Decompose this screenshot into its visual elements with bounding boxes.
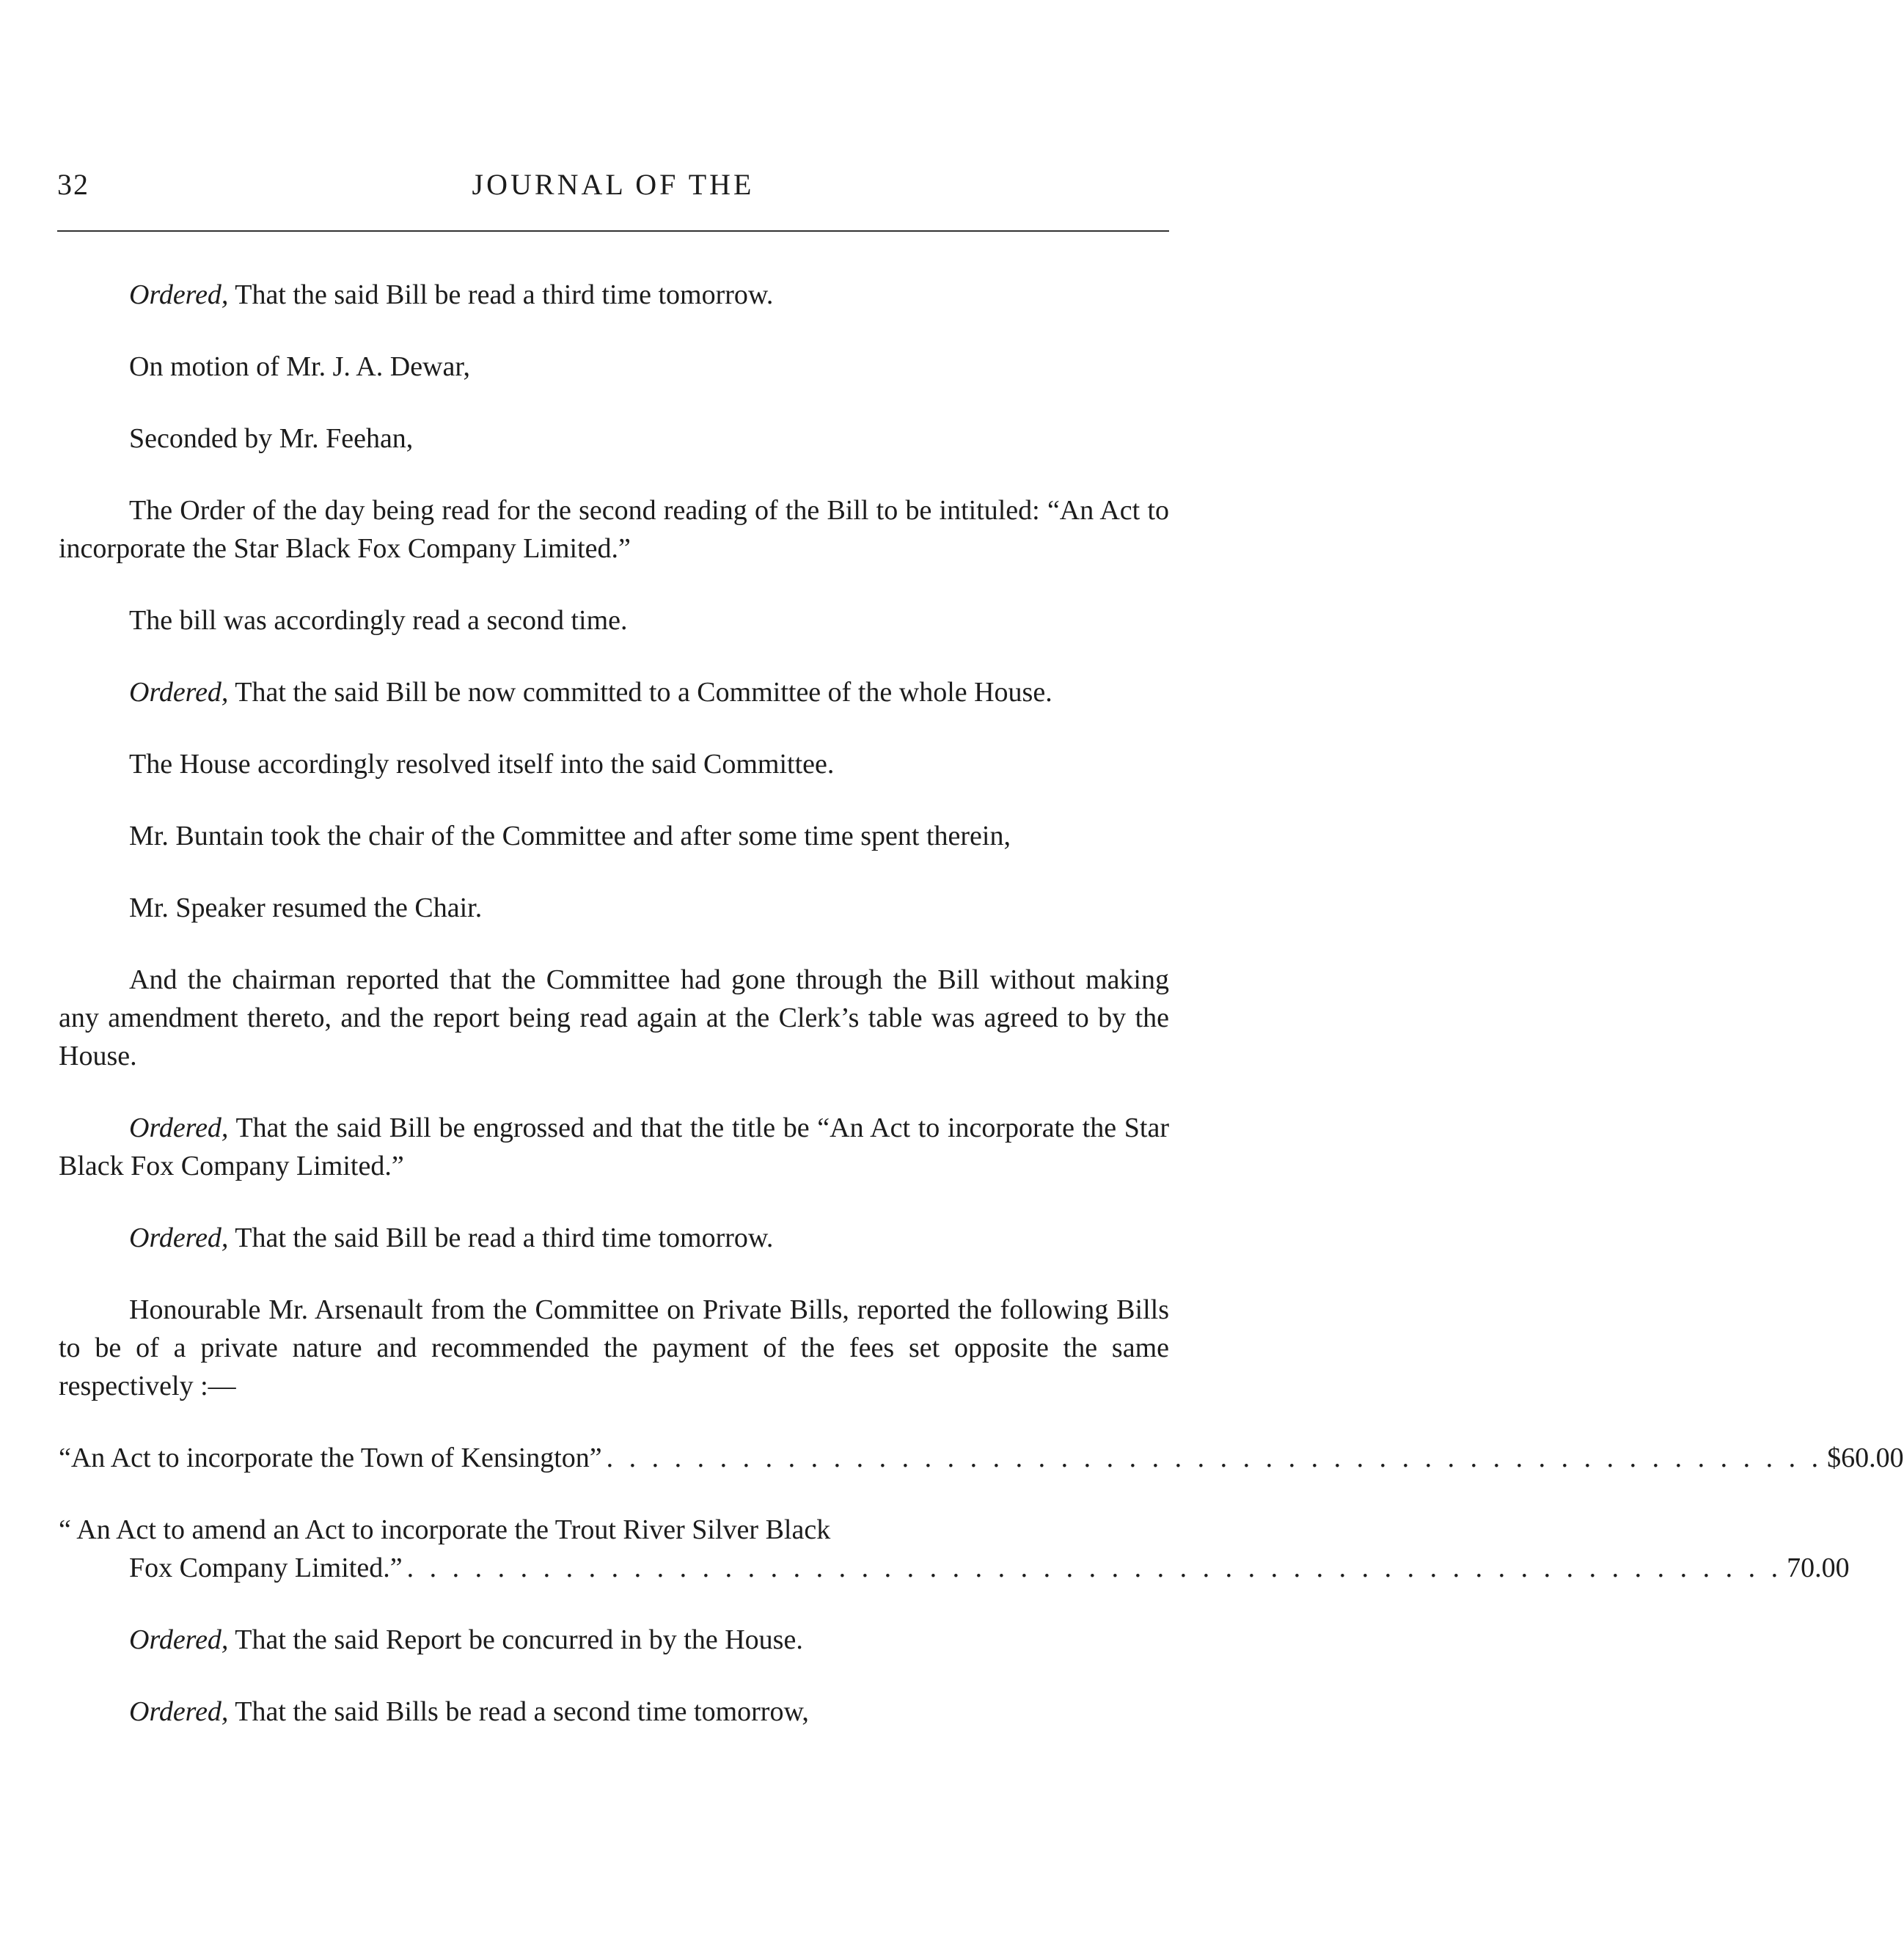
running-title: JOURNAL OF THE: [472, 168, 755, 201]
page-body: [59, 276, 1904, 1731]
fee-amount: $60.00: [1827, 1443, 1904, 1473]
paragraph: [59, 601, 1169, 639]
paragraph-text: Mr. Buntain took the chair of the Committee and after some time spent therein,: [129, 821, 1011, 851]
fee-entry: [59, 1439, 1904, 1477]
paragraph-text: The House accordingly resolved itself into the said Committee.: [129, 749, 835, 780]
paragraph-text: And the chairman reported that the Committee had gone through the Bill without making any amendment thereto, and the report being read again at the Clerk’s table was agreed to by the House.: [59, 964, 1169, 1071]
fee-entry: [59, 1511, 1850, 1587]
fee-bill-title: “An Act to incorporate the Town of Kensington”: [59, 1443, 602, 1473]
paragraph-text: That the said Bill be engrossed and that the title be “An Act to incorporate the Star Black Fox Company Limited.”: [59, 1113, 1169, 1181]
paragraph-text: Mr. Speaker resumed the Chair.: [129, 892, 483, 923]
paragraph: [59, 419, 1169, 458]
fee-amount: 70.00: [1787, 1553, 1850, 1583]
paragraph-text: The bill was accordingly read a second time.: [129, 605, 628, 636]
paragraph-text: That the said Bill be read a third time tomorrow.: [235, 279, 774, 310]
dot-leader: . . . . . . . . . . . . . . . . . . . . . . . . . . . . . . . . . . . . . . . . . . . . . . . . . . . . . .: [606, 1443, 1823, 1473]
ordered-label: Ordered,: [129, 677, 229, 708]
fee-bill-title-continued: Fox Company Limited.”: [129, 1553, 403, 1583]
page-number: 32: [57, 168, 89, 201]
paragraph-text: The Order of the day being read for the second reading of the Bill to be intituled: “An Act to incorporate the Star Black Fox Company Limited.”: [59, 495, 1169, 564]
ordered-label: Ordered,: [129, 1696, 229, 1727]
paragraph: [59, 745, 1169, 783]
header-rule: [57, 230, 1169, 232]
paragraph: [59, 276, 1169, 314]
paragraph: [59, 817, 1169, 855]
paragraph: [59, 1621, 1169, 1659]
paragraph-text: That the said Bills be read a second time tomorrow,: [235, 1696, 809, 1727]
paragraph: [59, 1219, 1169, 1257]
page-header: [57, 167, 1169, 211]
paragraph: [59, 1693, 1169, 1731]
dot-leader: . . . . . . . . . . . . . . . . . . . . . . . . . . . . . . . . . . . . . . . . . . . . . . . . . . . . . . . . . . . . .: [406, 1553, 1783, 1583]
ordered-label: Ordered,: [129, 1113, 229, 1143]
fee-bill-title: “ An Act to amend an Act to incorporate the Trout River Silver Black: [59, 1514, 831, 1545]
paragraph: [59, 673, 1169, 711]
paragraph-text: That the said Report be concurred in by the House.: [235, 1624, 803, 1655]
ordered-label: Ordered,: [129, 1624, 229, 1655]
paragraph-text: That the said Bill be read a third time tomorrow.: [235, 1223, 774, 1253]
paragraph-text: That the said Bill be now committed to a Committee of the whole House.: [235, 677, 1052, 708]
paragraph-text: Honourable Mr. Arsenault from the Committee on Private Bills, reported the following Bills to be of a private nature and recommended the payment of the fees set opposite the same respectively :—: [59, 1294, 1169, 1401]
paragraph-text: Seconded by Mr. Feehan,: [129, 423, 414, 454]
ordered-label: Ordered,: [129, 279, 229, 310]
paragraph-text: On motion of Mr. J. A. Dewar,: [129, 351, 470, 382]
paragraph: [59, 889, 1169, 927]
paragraph: [59, 491, 1169, 568]
ordered-label: Ordered,: [129, 1223, 229, 1253]
paragraph: [59, 348, 1169, 386]
paragraph: [59, 1109, 1169, 1185]
paragraph: [59, 1291, 1169, 1405]
paragraph: [59, 961, 1169, 1075]
